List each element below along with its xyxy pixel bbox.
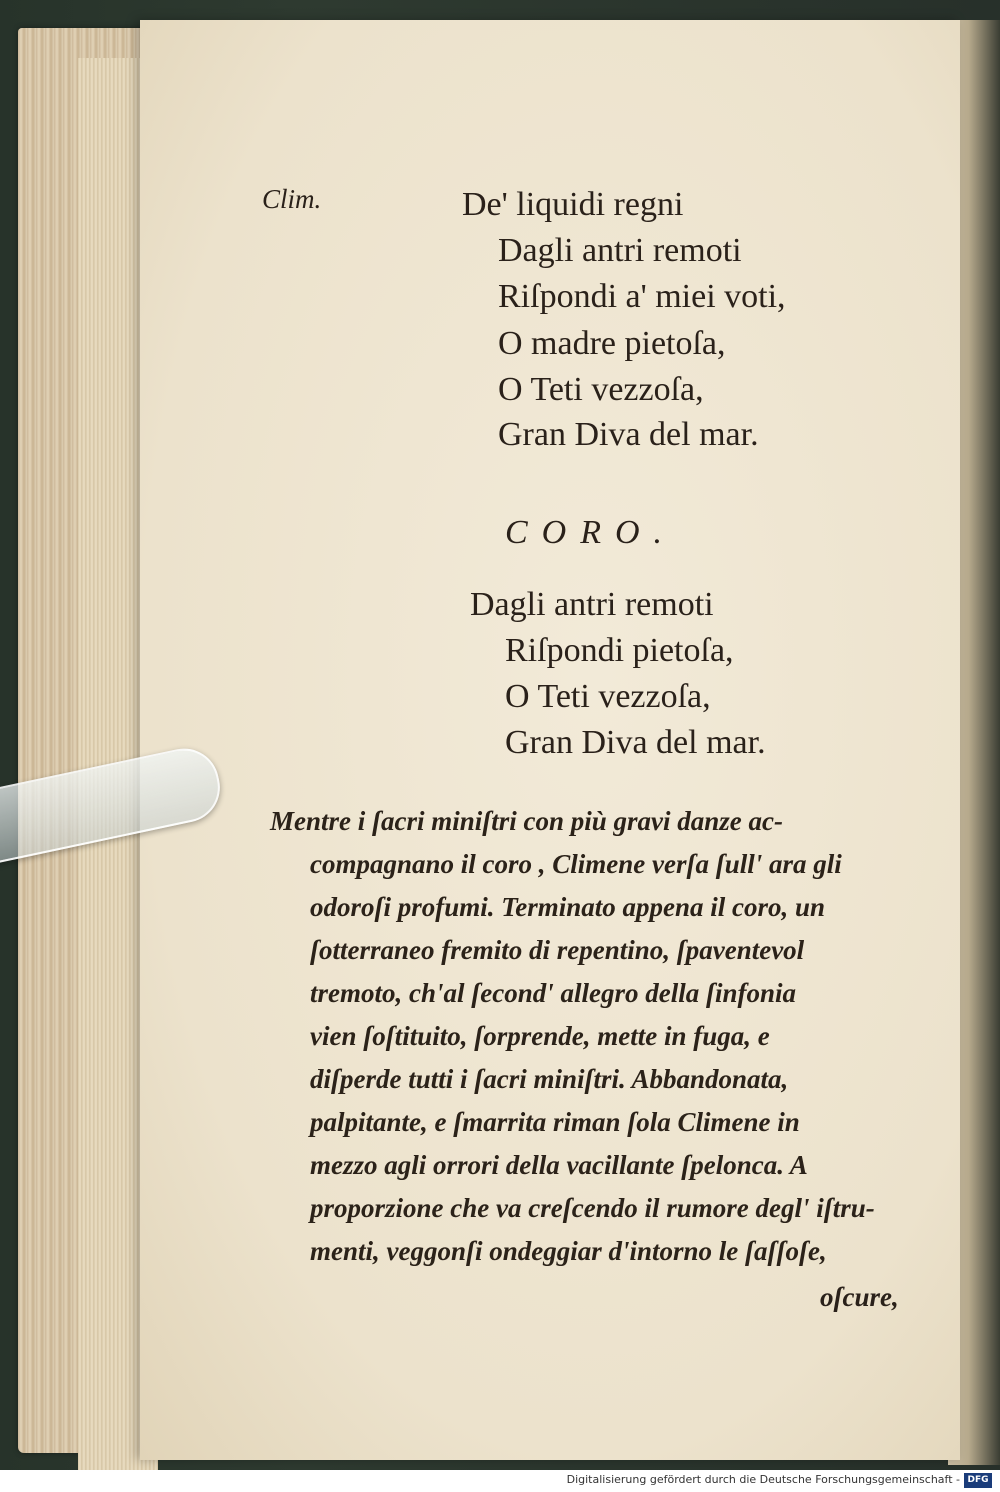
verse-line: Gran Diva del mar. bbox=[498, 416, 759, 453]
verse-line: De' liquidi regni bbox=[462, 186, 684, 223]
verse-line: Riſpondi a' miei voti, bbox=[498, 278, 786, 315]
footer-bar bbox=[0, 1470, 1000, 1492]
verse-line: Dagli antri remoti bbox=[498, 232, 742, 269]
stage-direction-line: diſperde tutti i ſacri miniſtri. Abbandonata, bbox=[310, 1064, 789, 1094]
stage-direction-line: palpitante, e ſmarrita riman ſola Climene in bbox=[310, 1107, 800, 1137]
stage-direction-line: mezzo agli orrori della vacillante ſpelonca. A bbox=[310, 1150, 808, 1180]
section-heading: CORO. bbox=[505, 514, 677, 551]
verse-line: Gran Diva del mar. bbox=[505, 724, 766, 761]
stage-direction-line: vien ſoſtituito, ſorprende, mette in fuga, e bbox=[310, 1021, 770, 1051]
stage-direction-line: odoroſi profumi. Terminato appena il coro, un bbox=[310, 892, 826, 922]
verse-line: O madre pietoſa, bbox=[498, 325, 726, 362]
stage-direction-line: menti, veggonſi ondeggiar d'intorno le ſaſſoſe, bbox=[310, 1236, 827, 1266]
book-page bbox=[140, 20, 960, 1460]
verse-line: Dagli antri remoti bbox=[470, 586, 714, 623]
stage-direction-line: ſotterraneo fremito di repentino, ſpaventevol bbox=[310, 935, 805, 965]
catchword: oſcure, bbox=[820, 1282, 899, 1312]
verse-line: O Teti vezzoſa, bbox=[505, 678, 711, 715]
verse-line: Riſpondi pietoſa, bbox=[505, 632, 734, 669]
dfg-logo-icon: DFG bbox=[964, 1473, 992, 1488]
footer-credit: Digitalisierung gefördert durch die Deutsche Forschungsgemeinschaft - bbox=[566, 1473, 960, 1486]
stage-direction-line: tremoto, ch'al ſecond' allegro della ſinfonia bbox=[310, 978, 796, 1008]
verse-line: O Teti vezzoſa, bbox=[498, 371, 704, 408]
stage-direction-line: compagnano il coro , Climene verſa ſull' ara gli bbox=[310, 849, 842, 879]
speaker-name: Clim. bbox=[262, 184, 322, 214]
bleed-through bbox=[340, 350, 364, 416]
stage-direction-line: proporzione che va creſcendo il rumore degl' iſtru- bbox=[310, 1193, 875, 1223]
stage-direction-line: Mentre i ſacri miniſtri con più gravi danze ac- bbox=[270, 806, 783, 836]
